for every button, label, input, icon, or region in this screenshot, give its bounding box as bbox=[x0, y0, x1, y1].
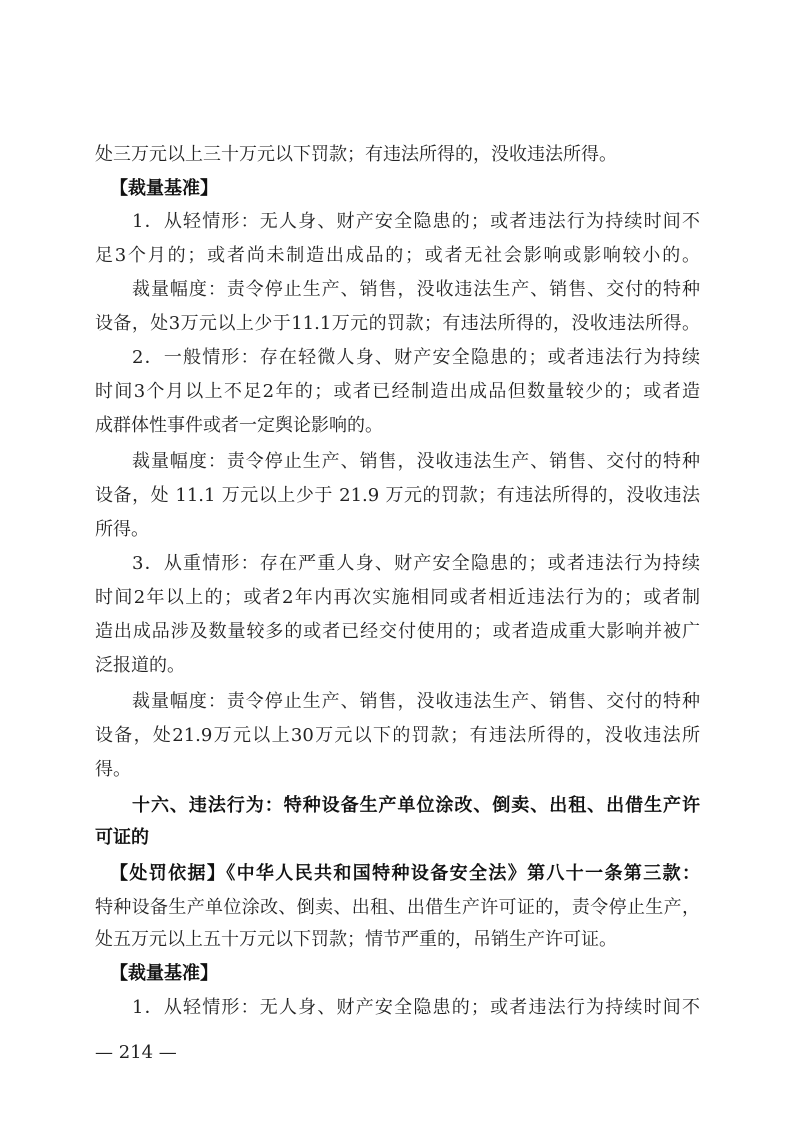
section-heading-violation: 十六、违法行为：特种设备生产单位涂改、倒卖、出租、出借生产许 bbox=[132, 795, 700, 816]
text-line: 设备，处21.9万元以上30万元以下的罚款；有违法所得的，没收违法所 bbox=[95, 725, 700, 746]
text-line: 时间2年以上的；或者2年内再次实施相同或者相近违法行为的；或者制 bbox=[95, 587, 700, 608]
section-heading-discretion-standard: 【裁量基准】 bbox=[110, 178, 218, 199]
text-line: 3．从重情形：存在严重人身、财产安全隐患的；或者违法行为持续 bbox=[132, 553, 700, 574]
penalty-basis-heading: 【处罚依据】《中华人民共和国特种设备安全法》第八十一条第三款： bbox=[110, 863, 700, 884]
text-line: 泛报道的。 bbox=[95, 655, 185, 676]
text-line: 处三万元以上三十万元以下罚款；有违法所得的，没收违法所得。 bbox=[95, 144, 617, 165]
text-line: 1．从轻情形：无人身、财产安全隐患的；或者违法行为持续时间不 bbox=[132, 211, 700, 232]
text-line: 时间3个月以上不足2年的；或者已经制造出成品但数量较少的；或者造 bbox=[95, 381, 700, 402]
text-line: 设备，处 11.1 万元以上少于 21.9 万元的罚款；有违法所得的，没收违法 bbox=[95, 485, 700, 506]
section-heading-discretion-standard: 【裁量基准】 bbox=[110, 963, 218, 984]
text-line: 所得。 bbox=[95, 519, 149, 540]
text-line: 设备，处3万元以上少于11.1万元的罚款；有违法所得的，没收违法所得。 bbox=[95, 313, 700, 334]
text-line: 成群体性事件或者一定舆论影响的。 bbox=[95, 415, 383, 436]
text-line: 特种设备生产单位涂改、倒卖、出租、出借生产许可证的，责令停止生产， bbox=[95, 897, 700, 918]
section-heading-violation-cont: 可证的 bbox=[95, 827, 149, 848]
text-line: 处五万元以上五十万元以下罚款；情节严重的，吊销生产许可证。 bbox=[95, 929, 617, 950]
text-line: 2．一般情形：存在轻微人身、财产安全隐患的；或者违法行为持续 bbox=[132, 347, 700, 368]
text-line: 造出成品涉及数量较多的或者已经交付使用的；或者造成重大影响并被广 bbox=[95, 621, 700, 642]
text-line: 裁量幅度：责令停止生产、销售，没收违法生产、销售、交付的特种 bbox=[132, 451, 700, 472]
page-number: — 214 — bbox=[95, 1042, 177, 1063]
text-line: 得。 bbox=[95, 759, 131, 780]
text-line: 裁量幅度：责令停止生产、销售，没收违法生产、销售、交付的特种 bbox=[132, 691, 700, 712]
text-line: 裁量幅度：责令停止生产、销售，没收违法生产、销售、交付的特种 bbox=[132, 279, 700, 300]
text-line: 1．从轻情形：无人身、财产安全隐患的；或者违法行为持续时间不 bbox=[132, 997, 700, 1018]
text-line: 足3个月的；或者尚未制造出成品的；或者无社会影响或影响较小的。 bbox=[95, 245, 700, 266]
